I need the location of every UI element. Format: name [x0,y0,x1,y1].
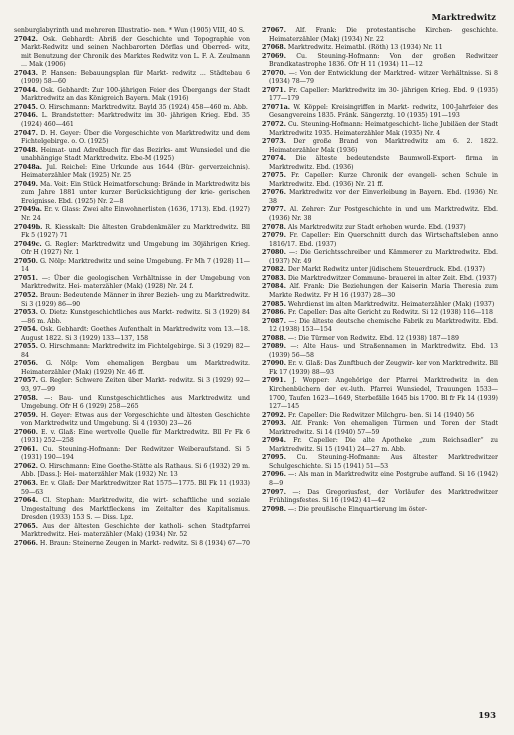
entry-number: 27056. [14,360,38,368]
bibliography-entry [14,206,250,223]
bibliography-entry [262,121,498,138]
entry-number: 27077. [262,206,286,214]
bibliography-entry [14,309,250,326]
entry-text: —: Als man in Marktredwitz eine Postgrube auffand. Si 16 (1942) 8—9 [269,471,498,487]
entry-number: 27089. [262,343,286,351]
bibliography-entry [262,70,498,87]
entry-number: 27083. [262,274,286,282]
entry-number: 27098. [262,505,286,513]
entry-number: 27046. [14,112,38,120]
entry-number: 27048a. [14,163,42,171]
page-number: 193 [478,711,496,721]
entry-number: 27086. [262,309,286,317]
running-head: Marktredwitz [431,13,496,23]
entry-text: Braun: Bedeutende Männer in ihrer Bezieh- ung zu Marktredwitz. Si 3 (1929) 86—90 [21,291,250,308]
entry-text: O. Hirschmann: Eine Goethe-Stätte als Rathaus. Si 6 (1932) 29 m. Abb. [Dass.]: Hei- materzähler Mak (1932) Nr. 13 [21,462,250,479]
bibliography-entry [262,420,498,437]
entry-text: —: Die preußische Einquartierung im öster- [287,505,428,513]
entry-text: H. Braun: Steinerne Zeugen in Markt- redwitz. Si 8 (1934) 67—70 [39,539,250,547]
bibliography-entry [14,446,250,463]
entry-number: 27078. [262,223,286,231]
entry-number: 27094. [262,437,286,445]
bibliography-entry [262,360,498,377]
entry-text: Ma. Voit: Ein Stück Heimatforschung: Brände in Marktredwitz bis zum Jahre 1881 unter kurzer Berücksichtigung der krie- gerischen Ereignisse. Ebd. (1925) Nr. 2—8 [21,180,250,205]
bibliography-entry [262,301,498,310]
entry-text: Der Markt Redwitz unter jüdischem Steuerdruck. Ebd. (1937) [287,266,485,274]
entry-number: 27070. [262,69,286,77]
bibliography-entry [262,155,498,172]
entry-number: 27049a. [14,206,42,214]
bibliography-entry [262,335,498,344]
bibliography-entry [14,412,250,429]
bibliography-entry [14,292,250,309]
entry-number: 27093. [262,420,286,428]
bibliography-entry [262,206,498,223]
bibliography-entry [14,130,250,147]
entry-number: 27091. [262,377,286,385]
entry-number: 27049. [14,180,38,188]
entry-number: 27072. [262,121,286,129]
entry-text: Aus der ältesten Geschichte der katholi- schen Stadtpfarrei Marktredwitz. Hei- materzähler (Mak) (1934) Nr. 52 [21,522,250,539]
bibliography-entry [14,241,250,258]
entry-number: 27066. [14,539,38,547]
bibliography-entry [14,104,250,113]
bibliography-entry [14,147,250,164]
entry-number: 27054. [14,326,38,334]
entry-text: J. Wopper: Angehörige der Pfarrei Marktredwitz in den Kirchenbüchern der ev.-luth. Pfarrei Wunsiedel, Trauungen 1533—1700, Taufen 1623—1649, Sterbefälle 1645 bis 1700. Bl fr Fk 14 (1939) 127—145 [269,377,498,411]
entry-text: Cu. Steuning-Hofmann: Von der großen Redwitzer Brandkatastrophe 1836. Ofr H 11 (1934) 11—12 [269,52,498,69]
entry-text: Der große Brand von Marktredwitz am 6. 2. 1822. Heimaterzähler Mak (1936) [269,138,498,154]
entry-text: Cl. Stephan: Marktredwitz, die wirt- schaftliche und soziale Umgestaltung des Marktfleckens im Zeitalter des Kapitalismus. Dresden (1933) 153 S. — Diss. Lpz. [21,497,250,522]
entry-number: 27044. [14,86,38,94]
bibliography-entry [14,540,250,549]
entry-text: Fr. Capeller: Ein Querschnitt durch das Wirtschaftsleben anno 1816/17. Ebd. (1937) [269,232,498,248]
entry-number: 27064. [14,497,38,505]
entry-text: H. Geyer: Etwas aus der Vorgeschichte und ältesten Geschichte von Marktredwitz und Umgebung. Si 4 (1930) 23—26 [21,411,250,428]
bibliography-entry [262,27,498,44]
bibliography-entry [14,70,250,87]
entry-text: Alf. Frank: Die Beziehungen der Kaiserin Maria Theresia zum Markte Redwitz. Fr H 16 (1937) 28—30 [269,283,498,299]
entry-number: 27097. [262,488,286,496]
bibliography-entry [262,506,498,515]
entry-text: Als Marktredwitz zur Stadt erhoben wurde. Ebd. (1937) [287,223,466,231]
bibliography-entry [14,112,250,129]
bibliography-entry [262,53,498,70]
entry-number: 27074. [262,155,286,163]
bibliography-entry [262,172,498,189]
entry-number: 27049c. [14,240,42,248]
bibliography-entry [262,343,498,360]
bibliography-entry [262,275,498,284]
entry-text: Er. v. Glass: Zwei alte Einwohnerlisten (1636, 1713). Ebd. (1927) Nr. 24 [21,206,250,223]
entry-text: G. Nölp: Marktredwitz und seine Umgebung. Fr Mh 7 (1928) 11—14 [21,257,250,274]
bibliography-entry [262,377,498,411]
entry-number: 27069. [262,52,286,60]
entry-number: 27076. [262,189,286,197]
entry-text: Fr. Capeller: Kurze Chronik der evangeli- schen Schule in Marktredwitz. Ebd. (1936) Nr. 21 ff. [269,172,498,188]
entry-number: 27062. [14,462,38,470]
entry-number: 27055. [14,343,38,351]
entry-number: 27059. [14,411,38,419]
bibliography-entry [14,27,250,36]
entry-text: Er. v. Glaß: Das Zunftbuch der Zeugwir- ker von Marktredwitz. Bll Fk 17 (1939) 88—93 [269,360,498,376]
left-column [14,27,250,548]
entry-number: 27048. [14,146,38,154]
entry-number: 27088. [262,334,286,342]
entry-text: Fr. Capeller: Marktredwitz im 30- jährigen Krieg. Ebd. 9 (1935) 177—179 [269,86,498,103]
entry-text: L. Brandstetter: Marktredwitz im 30- jährigen Krieg. Ebd. 35 (1924) 460—461 [21,112,250,129]
entry-text: Die älteste bedeutendste Baumwoll-Export- firma in Marktredwitz. Ebd. (1936) [269,155,498,171]
entry-text: Fr. Capeller: Die Redwitzer Milchgru- ben. Si 14 (1940) 56 [287,411,475,419]
entry-number: 27052. [14,291,38,299]
entry-text: E. v. Glaß: Eine wertvolle Quelle für Marktredwitz. Bll Fr Fk 6 (1931) 252—258 [21,428,250,445]
entry-number: 27049b. [14,223,43,231]
entry-text: senburglabyrinth und mehreren Illustratio- nen. * Wun (1905) VIII, 40 S. [14,27,245,34]
entry-text: —: Die älteste deutsche chemische Fabrik zu Marktredwitz. Ebd. 12 (1938) 153—154 [269,317,498,334]
entry-number: 27043. [14,69,38,77]
entry-text: —: Über die geologischen Verhältnisse in der Umgebung von Marktredwitz. Hei- materzähler (Mak) (1928) Nr. 24 f. [21,274,250,291]
entry-text: Osk. Gebhardt: Zur 100-jährigen Feier des Übergangs der Stadt Marktredwitz an das Königreich Bayern. Mak (1916) [21,86,250,103]
entry-text: Marktredwitz. Heimatbl. (Röth) 13 (1934) Nr. 11 [287,44,443,52]
entry-text: —: Von der Entwicklung der Marktred- witzer Verhältnisse. Si 8 (1934) 78—79 [269,69,498,86]
bibliography-entry [262,189,498,206]
entry-text: Heimat- und Adreßbuch für das Bezirks- amt Wunsiedel und die unabhängige Stadt Marktredwitz. Ebe-M (1925) [21,146,250,163]
entry-number: 27090. [262,360,286,368]
entry-text: Cu. Steuning-Hofmann: Aus ältester Marktredwitzer Schulgeschichte. Si 15 (1941) 51—53 [269,454,498,470]
bibliography-entry [14,377,250,394]
entry-number: 27051. [14,274,38,282]
entry-number: 27058. [14,394,38,402]
bibliography-entry [14,429,250,446]
entry-number: 27045. [14,103,38,111]
entry-number: 27057. [14,377,38,385]
bibliography-entry [262,437,498,454]
entry-number: 27084. [262,283,286,291]
entry-text: Fr. Capeller: Das alte Gericht zu Redwitz. Si 12 (1938) 116—118 [287,309,493,317]
entry-number: 27075. [262,172,286,180]
bibliography-entry [262,489,498,506]
entry-text: O. Dietz: Kunstgeschichtliches aus Markt- redwitz. Si 3 (1929) 84—86 m. Abb. [21,309,250,325]
entry-text: Die Marktredwitzer Commune- brauerei in alter Zeit. Ebd. (1937) [287,274,497,282]
entry-text: Al. Zehrer: Zur Postgeschichte in und um Marktredwitz. Ebd. (1936) Nr. 38 [269,206,498,223]
entry-text: R. Kiesskalt: Die ältesten Grabdenkmäler zu Marktredwitz. Bll Fk 5 (1927) 71 [21,223,250,240]
entry-number: 27053. [14,309,38,317]
entry-text: —: Das Gregoriusfest, der Vorläufer des Marktredwitzer Frühlingsfestes. Si 16 (1942) 41—42 [269,488,498,505]
bibliography-entry [14,164,250,181]
bibliography-entry [262,104,498,121]
bibliography-entry [14,258,250,275]
bibliography-entry [262,309,498,318]
bibliography-entry [14,181,250,207]
bibliography-entry [14,275,250,292]
entry-text: —: Alte Haus- und Straßennamen in Marktredwitz. Ebd. 13 (1939) 56—58 [269,343,498,359]
bibliography-entry [14,87,250,104]
entry-number: 27095. [262,454,286,462]
bibliography-entry [262,454,498,471]
entry-text: Fr. Capeller: Die alte Apotheke „zum Reichsadler“ zu Marktredwitz. Si 15 (1941) 24—27 m. Abb. [269,437,498,453]
entry-text: Marktredwitz vor der Einverleibung in Bayern. Ebd. (1936) Nr. 38 [269,189,498,205]
bibliography-entry [262,318,498,335]
entry-text: W. Köppel: Kreisingriffen in Markt- redwitz, 100-Jahrfeier des Gesangvereins 1835. Fränk. Sängerztg. 10 (1935) 191—193 [269,103,498,120]
entry-number: 27087. [262,317,286,325]
entry-number: 27065. [14,522,38,530]
entry-text: —: Die Türmer von Redwitz. Ebd. 12 (1938) 187—189 [287,334,459,342]
entry-text: Cu. Steuning-Hofmann: Der Redwitzer Weiberaufstand. Si 5 (1931) 190—194 [21,445,250,462]
entry-text: Osk. Gebhardt: Abriß der Geschichte und Topographie von Markt-Redwitz und seinen Nachbarorten Dörflas und Oberred- witz, mit Benutzung der Chronik des Marktes Redwitz von L. F. A. Zeulmann ... Mak (1906) [21,35,250,69]
entry-number: 27071a. [262,103,290,111]
entry-text: D. H. Geyer: Über die Vorgeschichte von Marktredwitz und dem Fichtelgebirge. o. O. (1925) [21,129,250,146]
entry-text: P. Hansen: Bebauungsplan für Markt- redwitz ... Städtebau 6 (1909) 58—60 [21,69,250,86]
entry-number: 27061. [14,445,38,453]
bibliography-entry [14,463,250,480]
bibliography-entry [262,138,498,155]
entry-number: 27080. [262,249,286,257]
entry-number: 27079. [262,232,286,240]
bibliography-entry [14,360,250,377]
entry-number: 27068. [262,44,286,52]
entry-text: O. Hirschmann: Marktredwitz. Bayld 35 (1924) 458—460 m. Abb. [39,103,248,111]
right-column [262,27,498,514]
entry-number: 27096. [262,471,286,479]
entry-number: 27085. [262,300,286,308]
bibliography-entry [14,395,250,412]
entry-number: 27042. [14,35,38,43]
entry-text: Wehrdienst im alten Marktredwitz. Heimaterzähler (Mak) (1937) [287,300,495,308]
entry-text: G. Regler: Marktredwitz und Umgebung im 30jährigen Krieg. Ofr H (1927) Nr. 1 [21,240,250,257]
entry-number: 27092. [262,411,286,419]
entry-text: —: Die Gerichtsschreiber und Kämmerer zu Marktredwitz. Ebd. (1937) Nr. 49 [269,249,498,265]
entry-number: 27073. [262,138,286,146]
bibliography-entry [14,36,250,70]
bibliography-entry [262,283,498,300]
entry-text: Osk. Gebhardt: Goethes Aufenthalt in Marktredwitz vom 13.—18. August 1822. Si 3 (1929) 133—137, 158 [21,326,250,342]
bibliography-entry [262,87,498,104]
entry-text: Jul. Reichel: Eine Urkunde aus 1644 (Bür- gerverzeichnis). Heimaterzähler Mak (1925) Nr. 25 [21,163,250,180]
entry-text: Er. v. Glaß: Der Marktredwitzer Rat 1575—1775. Bll Fk 11 (1933) 59—63 [21,479,250,496]
entry-number: 27047. [14,129,38,137]
entry-text: G. Regler: Schwere Zeiten über Markt- redwitz. Si 3 (1929) 92—93, 97—99 [21,377,250,393]
entry-number: 27050. [14,257,38,265]
entry-number: 27071. [262,86,286,94]
entry-text: Alf. Frank: Von ehemaligen Türmen und Toren der Stadt Marktredwitz. Si 14 (1940) 57—59 [269,420,498,436]
bibliography-entry [262,44,498,53]
bibliography-entry [14,343,250,360]
bibliography-entry [14,326,250,343]
bibliography-entry [262,224,498,233]
bibliography-entry [14,224,250,241]
bibliography-entry [262,232,498,249]
bibliography-entry [262,266,498,275]
entry-text: Alf. Frank: Die protestantische Kirchen- geschichte. Heimaterzähler (Mak) (1934) Nr. 22 [269,27,498,43]
entry-number: 27060. [14,428,38,436]
entry-number: 27063. [14,479,38,487]
entry-text: O. Hirschmann: Marktredwitz im Fichtelgebirge. Si 3 (1929) 82—84 [21,343,250,359]
bibliography-entry [262,471,498,488]
entry-number: 27082. [262,266,286,274]
bibliography-entry [262,412,498,421]
entry-text: G. Nölp: Vom ehemaligen Bergbau um Marktredwitz. Heimaterzähler (Mak) (1929) Nr. 46 ff. [21,360,250,376]
bibliography-entry [14,497,250,523]
entry-text: —: Bau- und Kunstgeschichtliches aus Marktredwitz und Umgebung. Ofr H 6 (1929) 258—265 [21,394,250,411]
entry-number: 27067. [262,27,286,34]
entry-text: Cu. Steuning-Hofmann: Heimatgeschicht- liche Jubiläen der Stadt Marktredwitz 1935. Heimaterzähler Mak (1935) Nr. 4 [269,121,498,137]
bibliography-entry [262,249,498,266]
bibliography-entry [14,480,250,497]
bibliography-entry [14,523,250,540]
